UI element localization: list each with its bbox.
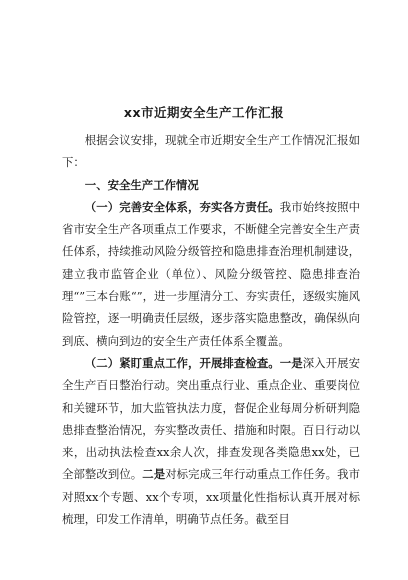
intro-paragraph: 根据会议安排，现就全市近期安全生产工作情况汇报如下： [62, 133, 360, 170]
document-title: xx市近期安全生产工作汇报 [123, 105, 285, 120]
item2-paragraph [62, 352, 360, 530]
item2-text-b: 对标完成三年行动重点工作任务。我市对照xx个专题、xx个专项，xx项量化性指标认真开展对标梳理，印发工作清单，明确节点任务。截至目 [62, 467, 360, 527]
item1-lead: （一）完善安全体系，夯实各方责任。 [84, 199, 280, 214]
item2-second-marker: 二是 [142, 467, 166, 482]
item1-text: 我市始终按照中省市安全生产各项重点工作要求，不断健全完善安全生产责任体系，持续推动风险分级管控和隐患排查治理机制建设，建立我市监管企业（单位）、风险分级管控、隐患排查治理“”三本台账“”，进一步厘清分工、夯实责任，逐级实施风险管控，逐一明确责任层级，逐步落实隐患整改，确保纵向到底、横向到边的安全生产责任体系全覆盖。 [62, 199, 360, 348]
document-body [62, 129, 360, 530]
item2-lead: （二）紧盯重点工作，开展排查检查。 [84, 355, 280, 370]
item2-text-a: 深入开展安全生产百日整治行动。突出重点行业、重点企业、重要岗位和关键环节，加大监管执法力度，督促企业每周分析研判隐患排查整治情况，夯实整改责任、措施和时限。百日行动以来，出动执法检查xx余人次，排查发现各类隐患xx处，已全部整改到位。 [62, 355, 360, 482]
item1-paragraph [62, 196, 360, 352]
item2-first-marker: 一是 [279, 355, 303, 370]
section-heading: 一、安全生产工作情况 [84, 177, 199, 192]
